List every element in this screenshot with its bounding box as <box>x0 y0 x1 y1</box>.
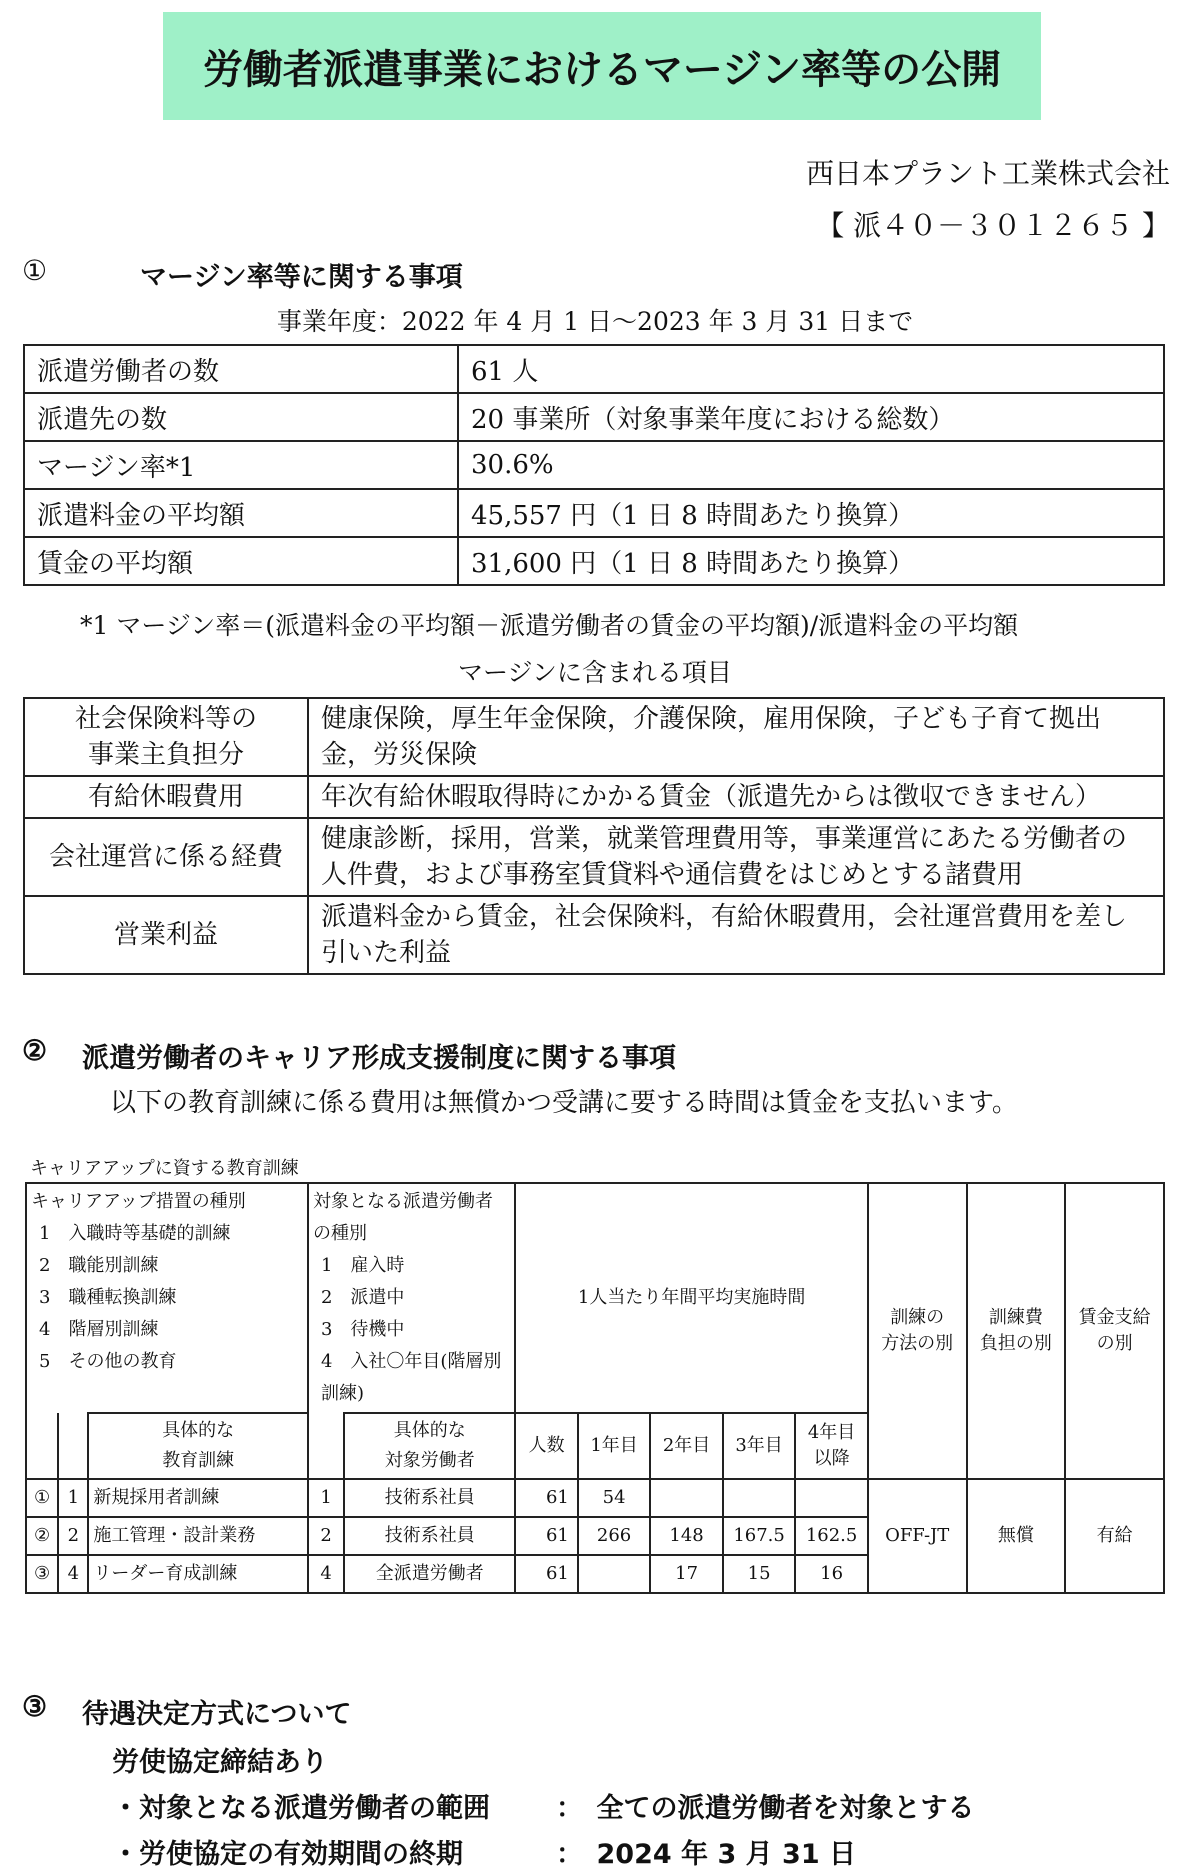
margin-items-title: マージンに含まれる項目 <box>458 658 732 687</box>
margin-item-row <box>24 896 1164 974</box>
license-number: 【 派４０－３０１２６５ 】 <box>816 209 1170 242</box>
margin-label: 派遣料金の平均額 <box>24 489 458 537</box>
measure-type-item: 3 職種転換訓練 <box>39 1287 177 1308</box>
hours-header: 1人当たり年間平均実施時間 <box>515 1183 867 1413</box>
method-header: 訓練の 方法の別 <box>868 1183 967 1479</box>
measure-type-item: 2 職能別訓練 <box>39 1255 159 1276</box>
margin-label: 賃金の平均額 <box>24 537 458 585</box>
hours-year4 <box>795 1479 868 1517</box>
target-type-number: 2 <box>308 1517 344 1555</box>
year1-header: 1年目 <box>578 1413 651 1479</box>
cost-header: 訓練費 負担の別 <box>967 1183 1066 1479</box>
section3-number: ③ <box>22 1690 48 1723</box>
hours-year3: 167.5 <box>723 1517 796 1555</box>
margin-label: マージン率*1 <box>24 441 458 489</box>
hours-year1: 266 <box>578 1517 651 1555</box>
target-type-item: 3 待機中 <box>320 1319 405 1340</box>
measure-type-item: 4 階層別訓練 <box>39 1319 159 1340</box>
margin-table <box>23 344 1165 586</box>
training-type-number: 1 <box>58 1479 88 1517</box>
training-row-number: ② <box>26 1517 58 1555</box>
margin-footnote: *1 マージン率＝(派遣料金の平均額－派遣労働者の賃金の平均額)/派遣料金の平均額 <box>80 611 1019 640</box>
training-name: リーダー育成訓練 <box>88 1555 308 1593</box>
training-type-number: 2 <box>58 1517 88 1555</box>
margin-value: 61 人 <box>458 345 1164 393</box>
specific-training-header: 具体的な 教育訓練 <box>88 1413 308 1479</box>
scope-value: ： 全ての派遣労働者を対象とする <box>556 1793 975 1824</box>
margin-item-value: 健康保険，厚生年金保険，介護保険，雇用保険，子ども子育て拠出金，労災保険 <box>308 698 1164 776</box>
margin-item-label: 会社運営に係る経費 <box>24 818 308 896</box>
hours-year2: 17 <box>650 1555 723 1593</box>
measure-type-header: キャリアアップ措置の種別 <box>31 1191 246 1212</box>
section1-heading: マージン率等に関する事項 <box>140 262 463 293</box>
term-label: ・労使協定の有効期間の終期 <box>112 1839 463 1870</box>
blank-cell <box>58 1413 88 1479</box>
target-type-item: 2 派遣中 <box>320 1287 405 1308</box>
margin-items-table <box>23 697 1165 975</box>
fiscal-period: 事業年度：2022 年 4 月 1 日～2023 年 3 月 31 日まで <box>276 307 914 336</box>
margin-label: 派遣労働者の数 <box>24 345 458 393</box>
training-row-number: ③ <box>26 1555 58 1593</box>
section2-intro: 以下の教育訓練に係る費用は無償かつ受講に要する時間は賃金を支払います。 <box>110 1088 1018 1118</box>
hours-year4: 16 <box>795 1555 868 1593</box>
hours-year2: 148 <box>650 1517 723 1555</box>
margin-value: 31,600 円（1 日 8 時間あたり換算） <box>458 537 1164 585</box>
target-type-number: 4 <box>308 1555 344 1593</box>
margin-row <box>24 537 1164 585</box>
target-type-item: 4 入社〇年目(階層別訓練) <box>320 1351 502 1404</box>
training-row-number: ① <box>26 1479 58 1517</box>
margin-item-label: 営業利益 <box>24 896 308 974</box>
year4-header: 4年目 以降 <box>795 1413 868 1479</box>
training-method: OFF-JT <box>868 1479 967 1593</box>
margin-item-value: 健康診断，採用，営業，就業管理費用等，事業運営にあたる労働者の人件費，および事務室賃貸料や通信費をはじめとする諸費用 <box>308 818 1164 896</box>
target-type-item: 1 雇入時 <box>320 1255 405 1276</box>
margin-item-label: 社会保険料等の 事業主負担分 <box>24 698 308 776</box>
worker-count: 61 <box>515 1555 577 1593</box>
margin-item-row <box>24 818 1164 896</box>
margin-item-label: 有給休暇費用 <box>24 776 308 818</box>
section2-number: ② <box>22 1034 48 1067</box>
margin-item-value: 年次有給休暇取得時にかかる賃金（派遣先からは徴収できません） <box>308 776 1164 818</box>
training-cost: 無償 <box>967 1479 1066 1593</box>
page-title: 労働者派遣事業におけるマージン率等の公開 <box>163 12 1041 120</box>
training-table-caption: キャリアアップに資する教育訓練 <box>30 1158 299 1179</box>
measure-type-cell <box>26 1183 308 1413</box>
hours-year4: 162.5 <box>795 1517 868 1555</box>
section1-number: ① <box>22 254 48 287</box>
training-type-number: 4 <box>58 1555 88 1593</box>
margin-row <box>24 489 1164 537</box>
training-name: 施工管理・設計業務 <box>88 1517 308 1555</box>
year2-header: 2年目 <box>650 1413 723 1479</box>
specific-target-header: 具体的な 対象労働者 <box>344 1413 515 1479</box>
blank-cell <box>26 1413 58 1479</box>
year3-header: 3年目 <box>723 1413 796 1479</box>
section2-heading: 派遣労働者のキャリア形成支援制度に関する事項 <box>82 1043 676 1074</box>
term-value: ： 2024 年 3 月 31 日 <box>556 1839 857 1870</box>
margin-row <box>24 441 1164 489</box>
margin-value: 20 事業所（対象事業年度における総数） <box>458 393 1164 441</box>
hours-year1: 54 <box>578 1479 651 1517</box>
margin-value: 45,557 円（1 日 8 時間あたり換算） <box>458 489 1164 537</box>
margin-item-row <box>24 776 1164 818</box>
target-worker: 技術系社員 <box>344 1479 515 1517</box>
target-type-header: 対象となる派遣労働者の種別 <box>312 1191 493 1244</box>
worker-count: 61 <box>515 1479 577 1517</box>
hours-year2 <box>650 1479 723 1517</box>
wage-payment: 有給 <box>1065 1479 1164 1593</box>
section3-heading: 待遇決定方式について <box>82 1699 352 1730</box>
target-type-number: 1 <box>308 1479 344 1517</box>
blank-cell <box>308 1413 344 1479</box>
hours-year3 <box>723 1479 796 1517</box>
hours-year1 <box>578 1555 651 1593</box>
margin-label: 派遣先の数 <box>24 393 458 441</box>
margin-value: 30.6% <box>458 441 1164 489</box>
section3-subheading: 労使協定締結あり <box>112 1747 328 1778</box>
wage-header: 賃金支給 の別 <box>1065 1183 1164 1479</box>
margin-item-value: 派遣料金から賃金，社会保険料，有給休暇費用，会社運営費用を差し引いた利益 <box>308 896 1164 974</box>
target-worker: 全派遣労働者 <box>344 1555 515 1593</box>
training-table <box>25 1182 1165 1594</box>
hours-year3: 15 <box>723 1555 796 1593</box>
target-worker: 技術系社員 <box>344 1517 515 1555</box>
measure-type-item: 1 入職時等基礎的訓練 <box>39 1223 231 1244</box>
scope-label: ・対象となる派遣労働者の範囲 <box>112 1793 490 1824</box>
margin-row <box>24 345 1164 393</box>
training-name: 新規採用者訓練 <box>88 1479 308 1517</box>
count-header: 人数 <box>515 1413 577 1479</box>
measure-type-item: 5 その他の教育 <box>39 1351 177 1372</box>
margin-row <box>24 393 1164 441</box>
margin-item-row <box>24 698 1164 776</box>
target-type-cell <box>308 1183 515 1413</box>
company-name: 西日本プラント工業株式会社 <box>805 157 1170 190</box>
worker-count: 61 <box>515 1517 577 1555</box>
training-row <box>26 1479 1164 1517</box>
